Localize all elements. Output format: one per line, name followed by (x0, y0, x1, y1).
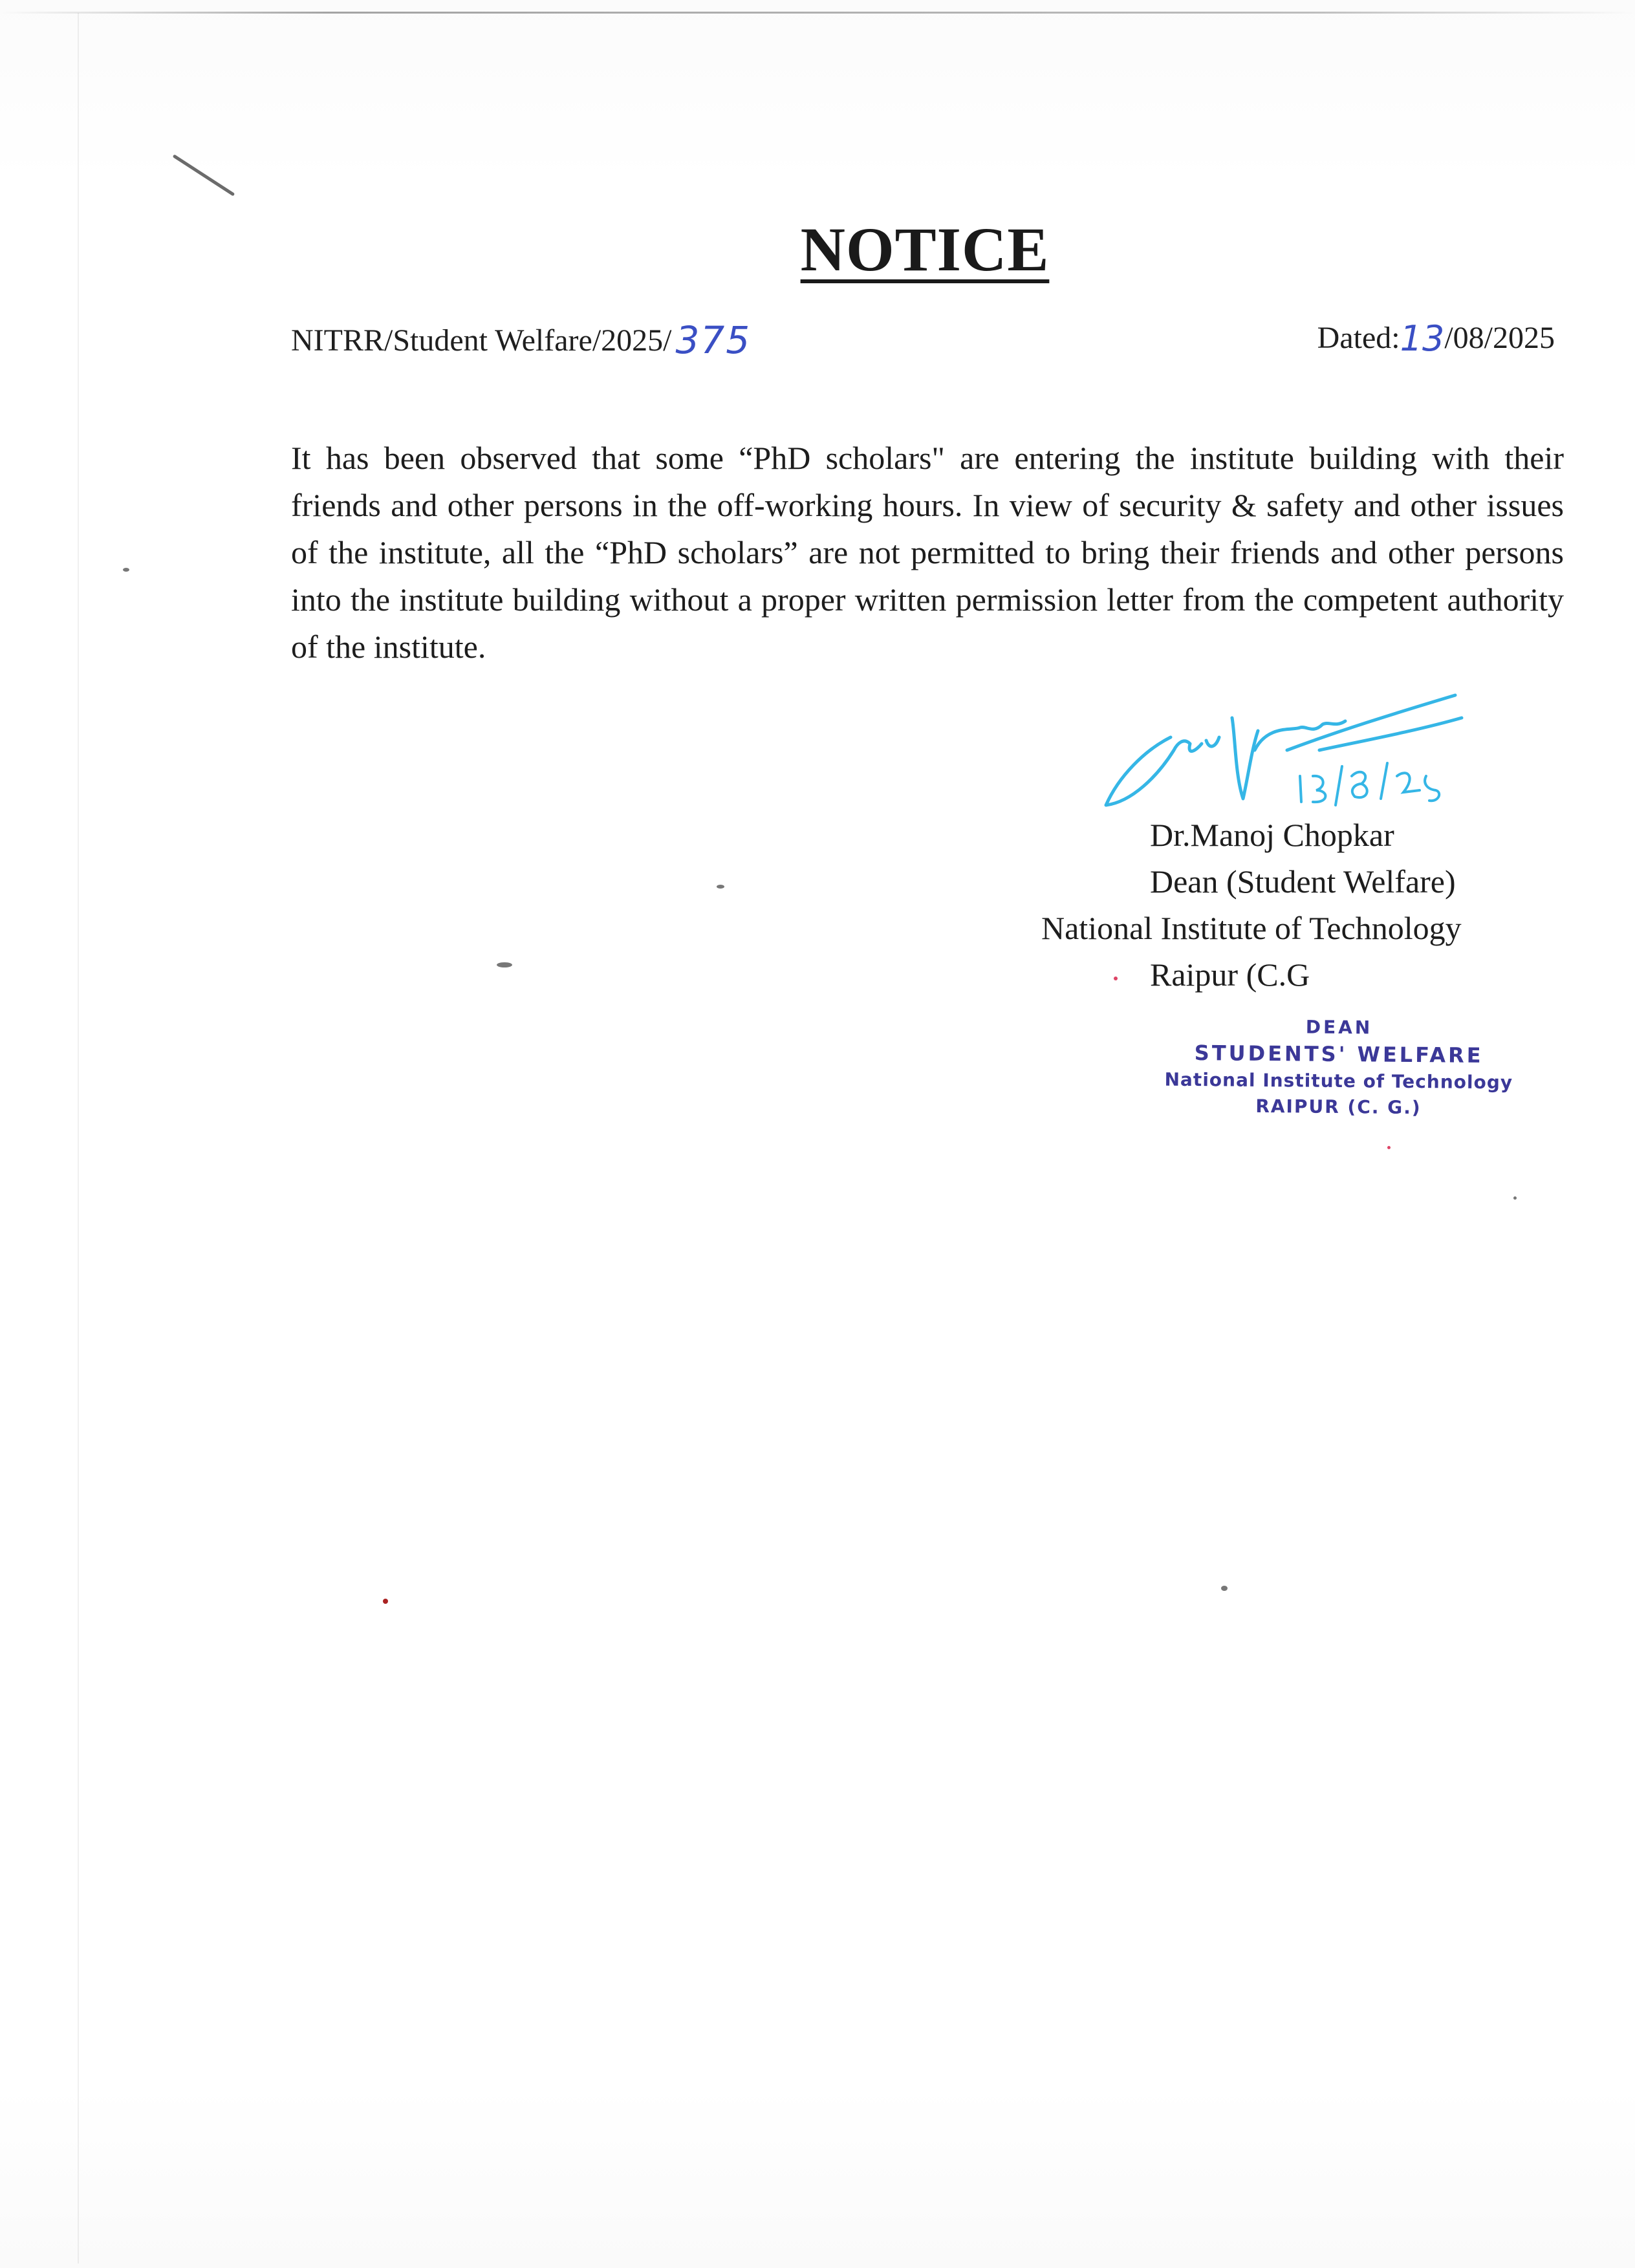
stamp-line-4: RAIPUR (C. G.) (1255, 1095, 1422, 1119)
date-line (1317, 316, 1555, 359)
signatory-block (1041, 812, 1559, 998)
staple-mark (173, 154, 235, 196)
signatory-designation: Dean (Student Welfare) (1150, 863, 1456, 900)
date-prefix: Dated: (1317, 321, 1400, 355)
notice-body: It has been observed that some “PhD scholars" are entering the institute building with their friends and other persons in the off-working hours. In view of security & safety and other issues of the institute, all the “PhD scholars” are not permitted to bring their friends and other persons into the institute building without a proper written permission letter from the competent authority of the institute. (291, 440, 1564, 665)
date-suffix: /08/2025 (1444, 321, 1555, 355)
scan-speck (1114, 977, 1118, 980)
signatory-city: Raipur (C.G (1150, 956, 1310, 993)
scan-speck (1221, 1586, 1228, 1591)
stamp-line-2: STUDENTS' WELFARE (1194, 1041, 1484, 1068)
scan-speck (1513, 1196, 1517, 1200)
date-day-handwritten: 13 (1400, 318, 1445, 359)
reference-line (291, 316, 751, 360)
stamp-line-3: National Institute of Technology (1164, 1068, 1513, 1094)
page-top-edge (0, 12, 1635, 14)
signatory-institute: National Institute of Technology (1041, 910, 1462, 946)
scan-speck (1387, 1146, 1391, 1149)
notice-title: NOTICE (800, 215, 1050, 284)
reference-number-handwritten: 375 (675, 318, 752, 362)
signatory-name: Dr.Manoj Chopkar (1150, 817, 1394, 853)
scan-speck (123, 568, 129, 572)
page-left-shadow (78, 13, 79, 2263)
scan-speck (383, 1599, 388, 1604)
stamp-line-1: DEAN (1305, 1016, 1373, 1039)
scan-speck (497, 962, 512, 967)
scan-speck (717, 885, 724, 889)
reference-prefix: NITRR/Student Welfare/2025/ (291, 323, 672, 358)
handwritten-signature (1093, 679, 1481, 821)
official-stamp (1138, 1013, 1539, 1121)
